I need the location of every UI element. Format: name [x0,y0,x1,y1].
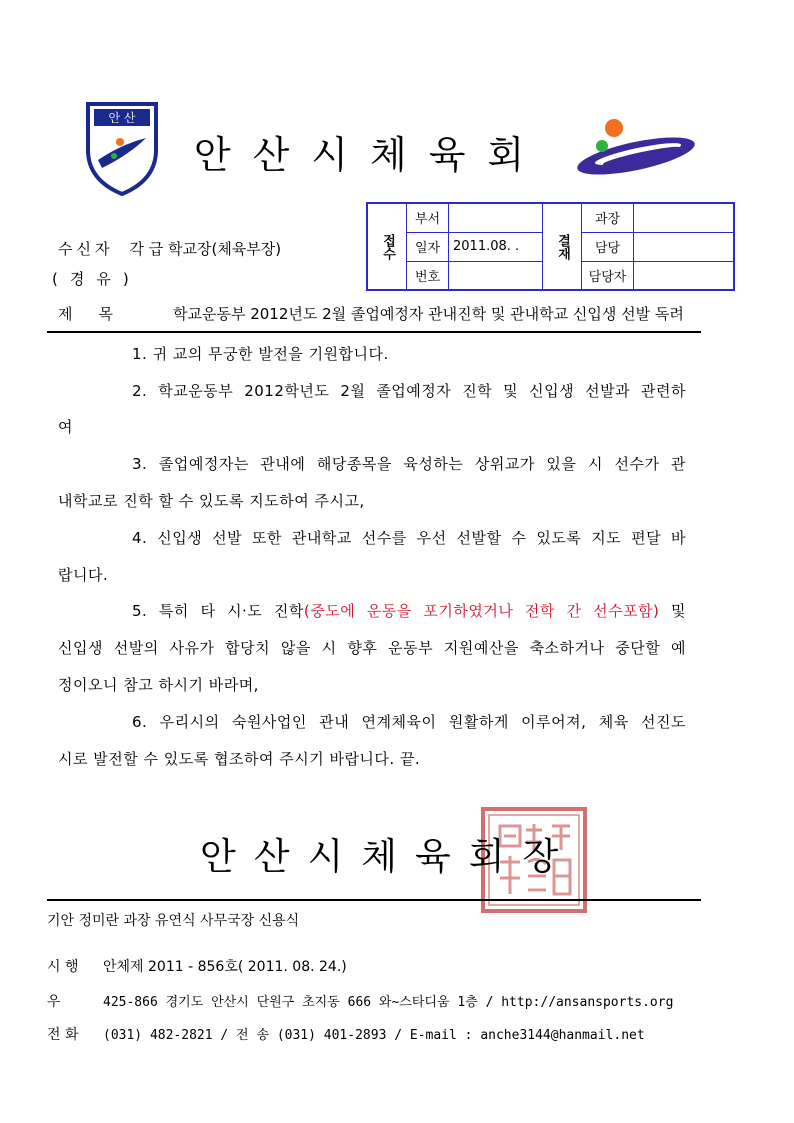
body-p3b: 내학교로 진학 할 수 있도록 지도하여 주시고, [58,492,365,510]
enforcement-line [47,956,347,976]
body-p2a: 2. 학교운동부 2012학년도 2월 졸업예정자 진학 및 신입생 선발과 관련하 [132,382,686,400]
body-p5a-post: 및 [659,602,686,620]
recipient-label: 수신자 [58,240,114,258]
body-p6a: 6. 우리시의 숙원사업인 관내 연계체육이 원활하게 이루어져, 체육 선진도 [132,713,686,731]
subject-text: 학교운동부 2012년도 2월 졸업예정자 관내진학 및 관내학교 신입생 선발 독려 [172,305,684,323]
body-p1: 1. 귀 교의 무궁한 발전을 기원합니다. [132,345,389,363]
decision-key: 담당 [582,232,634,261]
via-line [52,268,141,289]
body-p5c: 정이오니 참고 하시기 바라며, [58,676,259,694]
row-key: 일자 [407,232,449,261]
address-line [47,991,673,1011]
phone-label: 전 화 [47,1027,79,1043]
body-p4a: 4. 신입생 선발 또한 관내학교 선수를 우선 선발할 수 있도록 지도 편달 바 [132,529,686,547]
via-label: (경유) [52,270,141,288]
decision-key: 담당자 [582,261,634,290]
enforcement-label: 시 행 [47,959,79,975]
phone-line [47,1024,645,1044]
address-label: 우 [47,994,61,1010]
enforcement-value: 안체제 2011 - 856호( 2011. 08. 24.) [103,959,347,975]
body-p5a [58,600,686,621]
decision-value[interactable] [634,203,734,232]
body-p5a-pre: 5. 특히 타 시·도 진학 [132,602,304,620]
phone-value: (031) 482-2821 / 전 송 (031) 401-2893 / E-mail : anche3144@hanmail.net [103,1028,645,1043]
decision-value[interactable] [634,261,734,290]
decision-value[interactable] [634,232,734,261]
signature-title: 안산시체육회장 [200,835,577,878]
recipient-line [58,238,281,259]
receipt-label: 접수 [367,203,407,290]
row-value[interactable]: 2011.08. . [449,232,543,261]
body-p5a-emphasis: (중도에 운동을 포기하였거나 전학 간 선수포함) [303,602,660,620]
body-p4b: 랍니다. [58,566,109,584]
body-p5b: 신입생 선발의 사유가 합당치 않을 시 향후 운동부 지원예산을 축소하거나 중단할 예 [58,639,686,657]
body-p6b: 시로 발전할 수 있도록 협조하여 주시기 바랍니다. 끝. [58,750,421,768]
decision-label: 결재 [543,203,582,290]
divider [47,331,701,333]
row-value[interactable] [449,261,543,290]
row-value[interactable] [449,203,543,232]
drafters-line: 기안 정미란 과장 유연식 사무국장 신용식 [47,913,300,929]
row-key: 번호 [407,261,449,290]
org-title: 안산시체육회 [193,133,547,177]
emblem-text: 안 산 [108,111,136,125]
body-p2b: 여 [58,418,73,436]
decision-key: 과장 [582,203,634,232]
approval-table [366,202,735,291]
recipient-value: 각 급 학교장(체육부장) [129,240,282,258]
emblem-logo [84,100,160,196]
address-value: 425-866 경기도 안산시 단원구 초지동 666 와~스타디움 1층 / http://ansansports.org [103,995,674,1010]
body-p3a: 3. 졸업예정자는 관내에 해당종목을 육성하는 상위교가 있을 시 선수가 관 [132,455,686,473]
divider [47,899,701,901]
subject-label: 제목 [58,305,139,323]
row-key: 부서 [407,203,449,232]
subject-line [58,303,684,324]
swoosh-logo [572,112,700,184]
